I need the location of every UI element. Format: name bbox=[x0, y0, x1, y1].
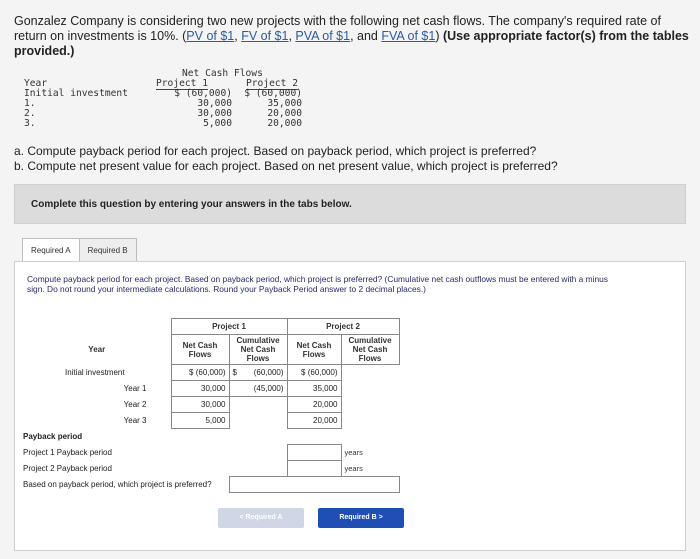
fv-of-1-link[interactable]: FV of $1 bbox=[241, 29, 289, 43]
p2-cumulative-input[interactable] bbox=[341, 397, 399, 413]
project-1-header: Project 1 bbox=[171, 319, 287, 335]
cf-p2-value: 35,000 bbox=[267, 98, 302, 109]
question-a: a. Compute payback period for each project. Based on payback period, which project is preferred? bbox=[14, 144, 537, 158]
p1-ncf-cell: 5,000 bbox=[171, 413, 229, 429]
p1-net-cash-flows-header: Net Cash Flows bbox=[171, 335, 229, 365]
p2-cumulative-header: Cumulative Net Cash Flows bbox=[341, 335, 399, 365]
p2-ncf-cell: $ (60,000) bbox=[287, 365, 341, 381]
cf-p2-value: $ (60,000) bbox=[244, 88, 302, 99]
net-cash-flows-header: Net Cash Flows bbox=[182, 68, 263, 79]
cf-row-label: 1. bbox=[24, 98, 36, 109]
cf-p1-value: 30,000 bbox=[197, 108, 232, 119]
prev-required-a-button[interactable]: < Required A bbox=[218, 508, 304, 528]
tab-required-b[interactable]: Required B bbox=[80, 238, 137, 262]
dollar-sign: $ bbox=[232, 368, 237, 377]
p2-ncf-cell: 20,000 bbox=[287, 397, 341, 413]
project-2-header: Project 2 bbox=[287, 319, 399, 335]
p1-cumulative-input[interactable] bbox=[229, 413, 287, 429]
factor-note: (Use appropriate factor(s) from the tables provided.) bbox=[14, 29, 689, 58]
p2-ncf-cell: 20,000 bbox=[287, 413, 341, 429]
cf-row-label: 3. bbox=[24, 118, 36, 129]
p1-ncf-cell: $ (60,000) bbox=[171, 365, 229, 381]
questions bbox=[14, 144, 690, 173]
p2-net-cash-flows-header: Net Cash Flows bbox=[287, 335, 341, 365]
pv-of-1-link[interactable]: PV of $1 bbox=[186, 29, 235, 43]
years-unit: years bbox=[344, 448, 363, 457]
row-label: Year 2 bbox=[123, 400, 147, 409]
years-unit: years bbox=[344, 463, 363, 473]
panel-instructions: Compute payback period for each project. Based on payback period, which project is preferred? (Cumulative net cash outflows must be entered with a minus sign. Do not round your intermediate calculations. Round your Payback Period answer to 2 decimal places.) bbox=[27, 274, 608, 294]
problem-intro: Gonzalez Company is considering two new projects with the following net cash flows. The company's required rate of return on investments is 10%. (PV of $1, FV of $1, PVA of $1, and FVA of $1) (Use appropriate factor(s) from the tables provided.) bbox=[14, 14, 689, 58]
row-label: Year 1 bbox=[123, 384, 147, 393]
project-1-payback-input[interactable] bbox=[287, 445, 341, 461]
preferred-project-select[interactable] bbox=[229, 477, 399, 493]
cash-flow-table bbox=[24, 68, 304, 128]
cf-p1-value: 5,000 bbox=[203, 118, 232, 129]
tab-required-a[interactable]: Required A bbox=[22, 238, 80, 262]
p1-cumulative-input[interactable]: $ (60,000) bbox=[229, 365, 287, 381]
p1-ncf-cell: 30,000 bbox=[171, 381, 229, 397]
complete-banner-text: Complete this question by entering your answers in the tabs below. bbox=[31, 199, 352, 210]
project-2-payback-label: Project 2 Payback period bbox=[23, 464, 112, 473]
p1-cumulative-input[interactable] bbox=[229, 397, 287, 413]
cf-p1-value: 30,000 bbox=[197, 98, 232, 109]
p1-cumulative-header: Cumulative Net Cash Flows bbox=[229, 335, 287, 365]
project-1-payback-label: Project 1 Payback period bbox=[23, 448, 112, 457]
project-2-header: Project 2 bbox=[246, 78, 298, 89]
row-label: Year 3 bbox=[123, 416, 147, 425]
answer-tabs bbox=[22, 238, 137, 262]
year-header: Year bbox=[88, 345, 106, 354]
project-1-header: Project 1 bbox=[156, 78, 208, 89]
p2-cumulative-input[interactable] bbox=[341, 413, 399, 429]
year-header: Year bbox=[24, 78, 48, 89]
p2-cumulative-input[interactable] bbox=[341, 365, 399, 381]
pva-of-1-link[interactable]: PVA of $1 bbox=[295, 29, 351, 43]
cf-row-label: 2. bbox=[24, 108, 36, 119]
complete-banner bbox=[14, 184, 686, 224]
p1-ncf-cell: 30,000 bbox=[171, 397, 229, 413]
p2-ncf-cell: 35,000 bbox=[287, 381, 341, 397]
payback-table bbox=[23, 318, 400, 493]
p1-cumulative-input[interactable]: (45,000) bbox=[229, 381, 287, 397]
cf-p1-value: $ (60,000) bbox=[174, 88, 232, 99]
fva-of-1-link[interactable]: FVA of $1 bbox=[381, 29, 436, 43]
cf-p2-value: 20,000 bbox=[267, 108, 302, 119]
next-required-b-button[interactable]: Required B > bbox=[318, 508, 404, 528]
row-label: Initial investment bbox=[65, 368, 125, 377]
question-b: b. Compute net present value for each project. Based on net present value, which project is preferred? bbox=[14, 158, 558, 173]
p2-cumulative-input[interactable] bbox=[341, 381, 399, 397]
cf-p2-value: 20,000 bbox=[267, 118, 302, 129]
project-2-payback-input[interactable] bbox=[287, 461, 341, 477]
payback-section-label: Payback period bbox=[23, 432, 83, 441]
preferred-label: Based on payback period, which project is preferred? bbox=[23, 480, 212, 489]
cf-row-label: Initial investment bbox=[24, 88, 128, 99]
